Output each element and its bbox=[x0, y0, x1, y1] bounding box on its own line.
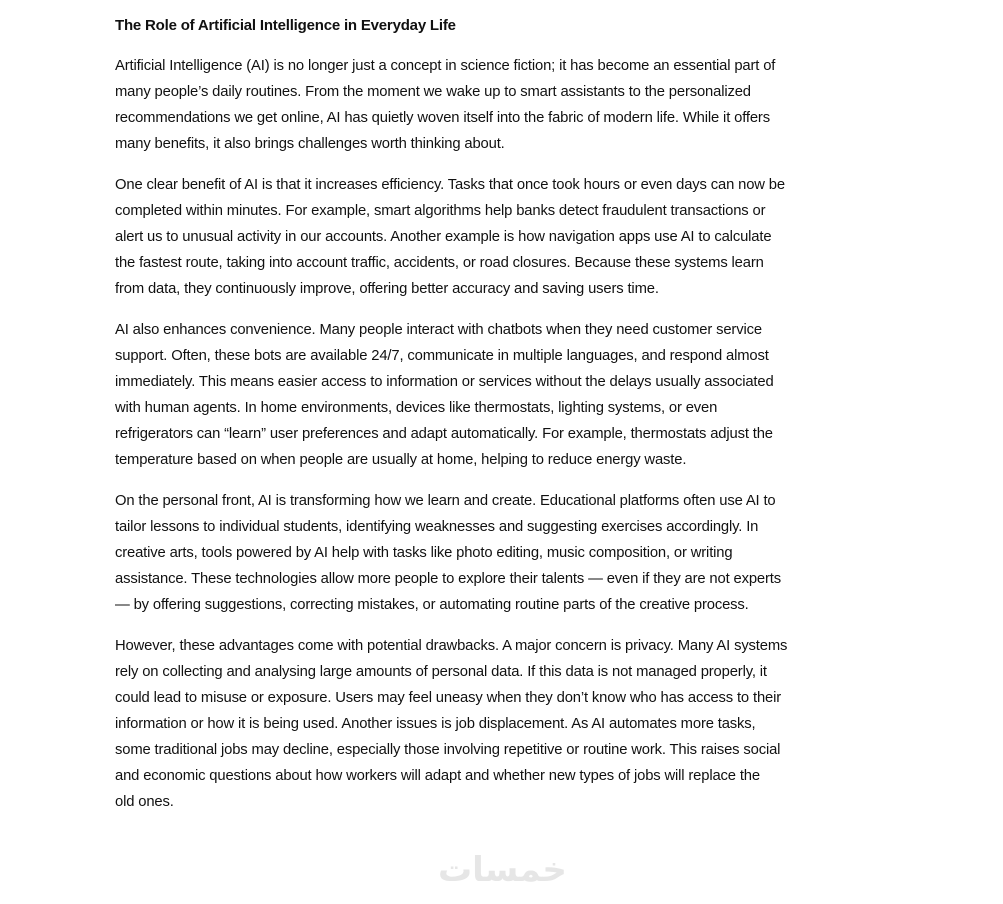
paragraph-line: information or how it is being used. Another issues is job displacement. As AI automates more tasks, bbox=[115, 716, 756, 732]
paragraph-line: However, these advantages come with potential drawbacks. A major concern is privacy. Many AI systems bbox=[115, 638, 788, 654]
paragraph-line: Artificial Intelligence (AI) is no longer just a concept in science fiction; it has become an essential part of bbox=[115, 58, 776, 74]
paragraphs bbox=[115, 53, 915, 815]
paragraph-line: old ones. bbox=[115, 794, 174, 810]
paragraph-line: some traditional jobs may decline, especially those involving repetitive or routine work. This raises social bbox=[115, 742, 781, 758]
paragraph-line: many people’s daily routines. From the moment we wake up to smart assistants to the personalized bbox=[115, 84, 751, 100]
paragraph-line: recommendations we get online, AI has quietly woven itself into the fabric of modern life. While it offers bbox=[115, 110, 770, 126]
paragraph-line: rely on collecting and analysing large amounts of personal data. If this data is not managed properly, it bbox=[115, 664, 767, 680]
paragraph bbox=[115, 317, 915, 473]
paragraph-line: assistance. These technologies allow more people to explore their talents — even if they are not experts bbox=[115, 571, 781, 587]
paragraph-line: creative arts, tools powered by AI help with tasks like photo editing, music composition, or writing bbox=[115, 545, 733, 561]
paragraph bbox=[115, 488, 915, 618]
paragraph-line: AI also enhances convenience. Many people interact with chatbots when they need customer service bbox=[115, 322, 762, 338]
watermark-logo: خمسات bbox=[438, 850, 567, 890]
paragraph-line: many benefits, it also brings challenges worth thinking about. bbox=[115, 136, 505, 152]
paragraph-line: tailor lessons to individual students, identifying weaknesses and suggesting exercises accordingly. In bbox=[115, 519, 759, 535]
document-body bbox=[115, 14, 915, 830]
paragraph-line: support. Often, these bots are available 24/7, communicate in multiple languages, and respond almost bbox=[115, 348, 769, 364]
paragraph-line: One clear benefit of AI is that it increases efficiency. Tasks that once took hours or even days can now be bbox=[115, 177, 785, 193]
document-title: The Role of Artificial Intelligence in Everyday Life bbox=[115, 17, 456, 34]
paragraph-line: — by offering suggestions, correcting mistakes, or automating routine parts of the creative process. bbox=[115, 597, 749, 613]
paragraph-line: refrigerators can “learn” user preferences and adapt automatically. For example, thermostats adjust the bbox=[115, 426, 773, 442]
paragraph-line: temperature based on when people are usually at home, helping to reduce energy waste. bbox=[115, 452, 687, 468]
paragraph-line: and economic questions about how workers will adapt and whether new types of jobs will replace the bbox=[115, 768, 760, 784]
paragraph bbox=[115, 633, 915, 815]
paragraph-line: the fastest route, taking into account traffic, accidents, or road closures. Because these systems learn bbox=[115, 255, 764, 271]
paragraph-line: On the personal front, AI is transforming how we learn and create. Educational platforms often use AI to bbox=[115, 493, 776, 509]
paragraph-line: could lead to misuse or exposure. Users may feel uneasy when they don’t know who has access to their bbox=[115, 690, 782, 706]
paragraph bbox=[115, 172, 915, 302]
paragraph-line: completed within minutes. For example, smart algorithms help banks detect fraudulent transactions or bbox=[115, 203, 766, 219]
paragraph-line: alert us to unusual activity in our accounts. Another example is how navigation apps use AI to calculate bbox=[115, 229, 772, 245]
paragraph bbox=[115, 53, 915, 157]
paragraph-line: immediately. This means easier access to information or services without the delays usually associated bbox=[115, 374, 774, 390]
paragraph-line: with human agents. In home environments, devices like thermostats, lighting systems, or even bbox=[115, 400, 718, 416]
paragraph-line: from data, they continuously improve, offering better accuracy and saving users time. bbox=[115, 281, 659, 297]
